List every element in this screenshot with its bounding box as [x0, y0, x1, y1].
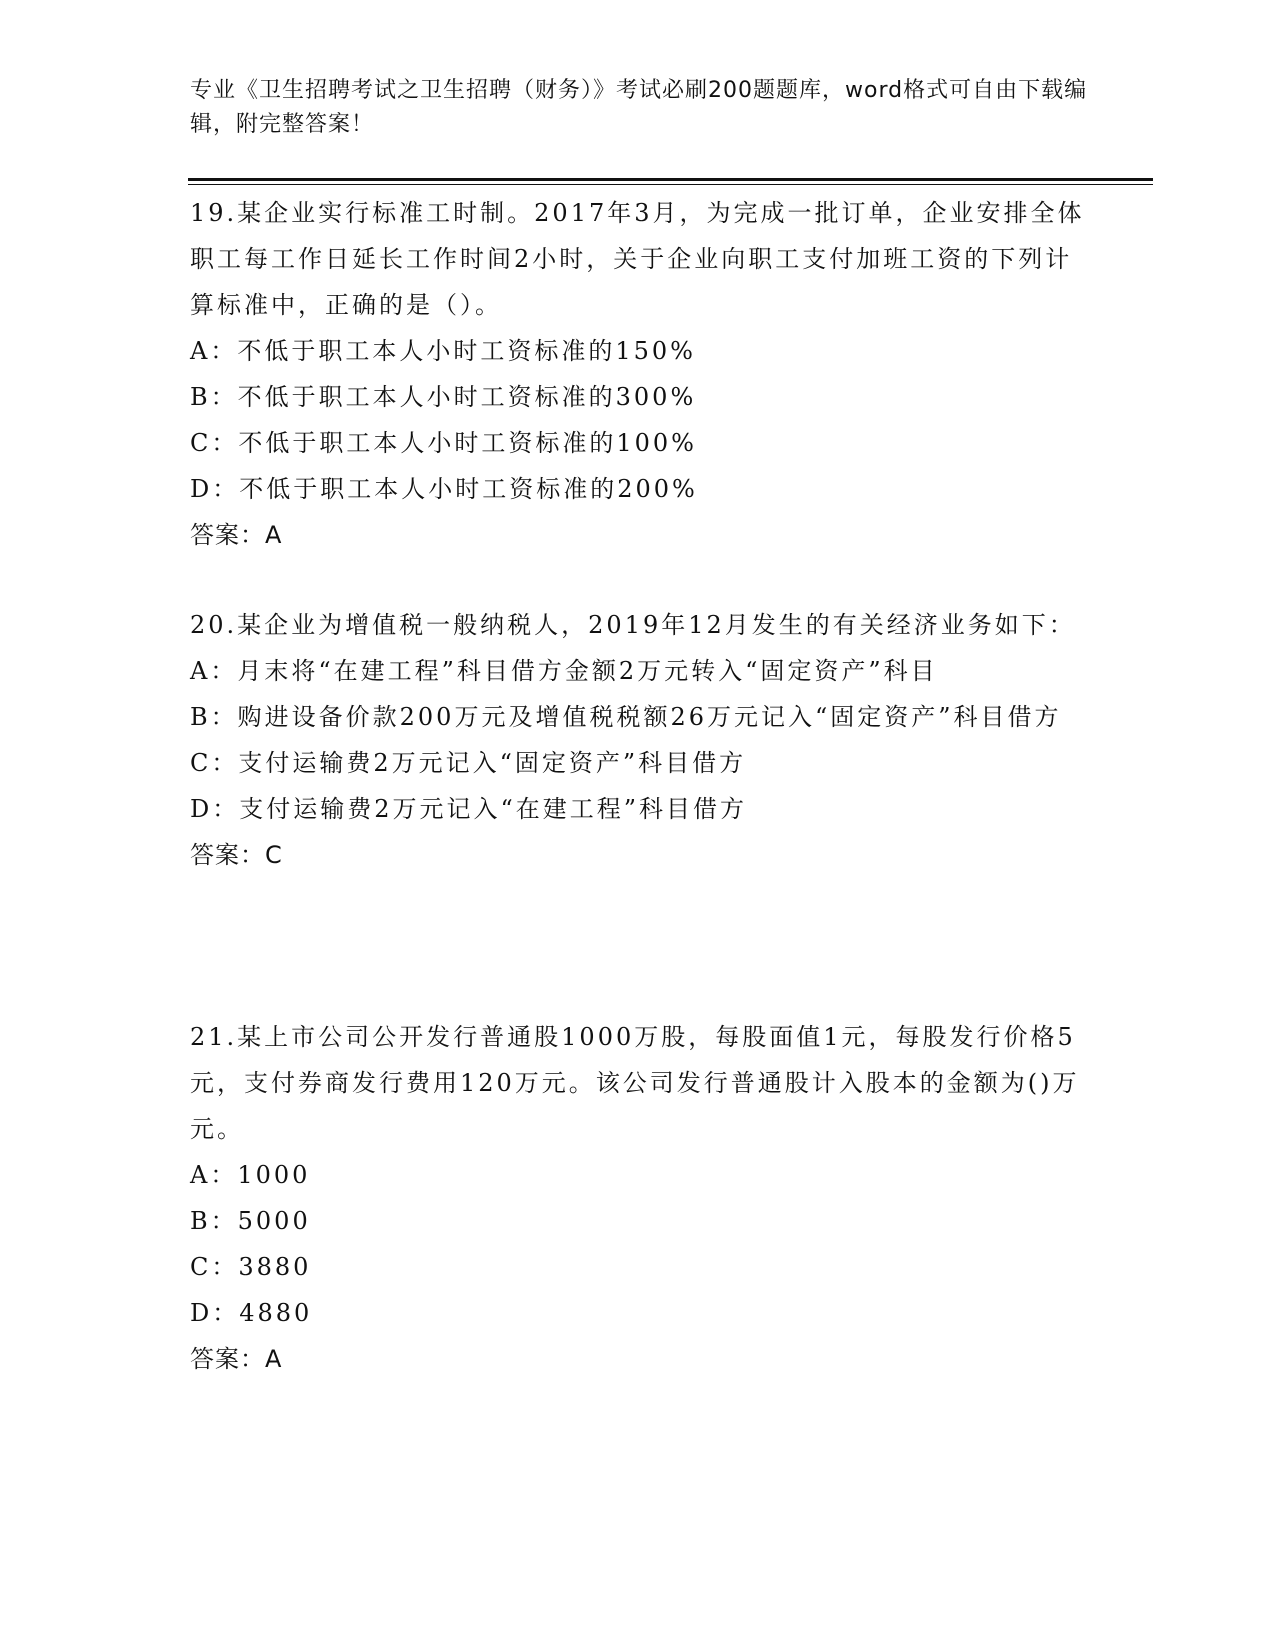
document-header: 专业《卫生招聘考试之卫生招聘（财务）》考试必刷200题题库，word格式可自由下载编辑，附完整答案！: [190, 78, 1088, 137]
option-d: D：不低于职工本人小时工资标准的200%: [190, 475, 698, 503]
option-d: D：支付运输费2万元记入“在建工程”科目借方: [190, 795, 748, 823]
option-a: A：1000: [190, 1161, 311, 1189]
header-rule-thick: [188, 178, 1153, 181]
question-21: [190, 1014, 1090, 1382]
question-20: [190, 602, 1090, 878]
question-19: [190, 190, 1090, 558]
question-stem: 19.某企业实行标准工时制。2017年3月，为完成一批订单，企业安排全体职工每工作日延长工作时间2小时，关于企业向职工支付加班工资的下列计算标准中，正确的是（）。: [190, 199, 1085, 319]
option-d: D：4880: [190, 1299, 313, 1327]
header-rule-thin: [188, 184, 1153, 185]
option-c: C：支付运输费2万元记入“固定资产”科目借方: [190, 749, 747, 777]
question-stem: 20.某企业为增值税一般纳税人，2019年12月发生的有关经济业务如下：: [190, 611, 1076, 639]
option-b: B：不低于职工本人小时工资标准的300%: [190, 383, 697, 411]
answer-line: 答案：C: [190, 841, 283, 869]
option-a: A：不低于职工本人小时工资标准的150%: [190, 337, 696, 365]
answer-line: 答案：A: [190, 1345, 283, 1373]
option-b: B：5000: [190, 1207, 311, 1235]
question-stem: 21.某上市公司公开发行普通股1000万股，每股面值1元，每股发行价格5元，支付券商发行费用120万元。该公司发行普通股计入股本的金额为()万元。: [190, 1023, 1080, 1143]
option-b: B：购进设备价款200万元及增值税税额26万元记入“固定资产”科目借方: [190, 703, 1062, 731]
option-a: A：月末将“在建工程”科目借方金额2万元转入“固定资产”科目: [190, 657, 938, 685]
answer-line: 答案：A: [190, 521, 283, 549]
option-c: C：3880: [190, 1253, 312, 1281]
option-c: C：不低于职工本人小时工资标准的100%: [190, 429, 697, 457]
